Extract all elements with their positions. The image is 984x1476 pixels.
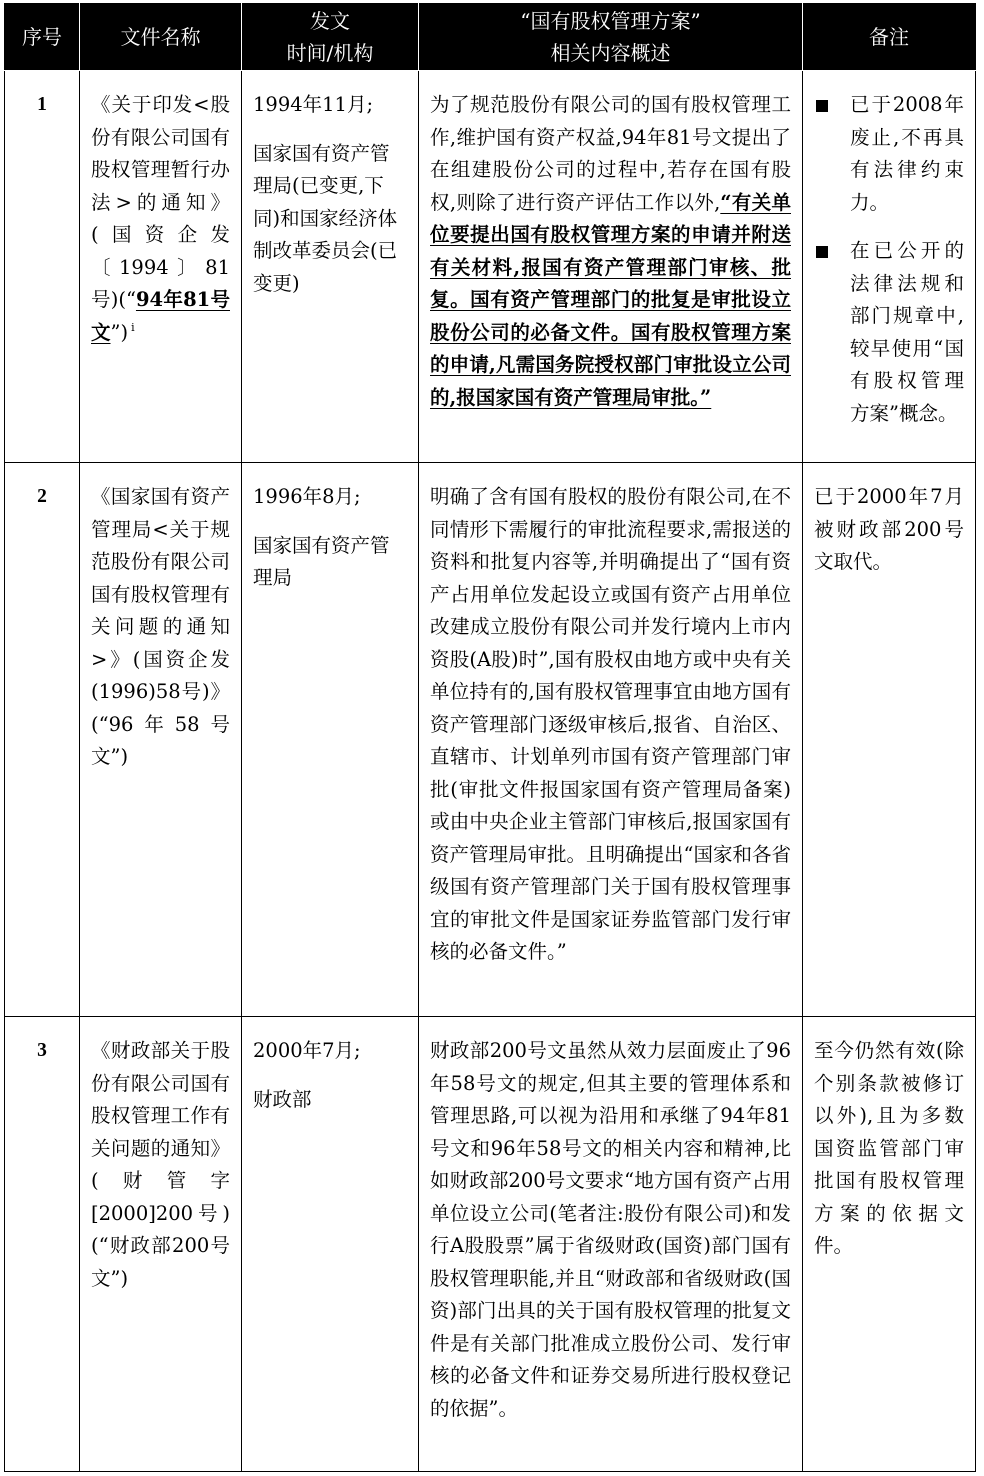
remark-cell: 至今仍然有效(除个别条款被修订以外),且为多数国资监管部门审批国有股权管理方案的依据文件。: [803, 1017, 976, 1472]
header-name: 文件名称: [80, 4, 242, 71]
table-row: [5, 463, 976, 1017]
square-bullet-icon: [816, 100, 828, 112]
regulation-table: [4, 3, 976, 1472]
remark-list: [814, 89, 964, 430]
row-number: 3: [5, 1017, 80, 1472]
header-content-line1: “国有股权管理方案”: [520, 9, 701, 33]
issue-organization: 财政部: [253, 1087, 312, 1111]
header-issue-line2: 时间/机构: [286, 41, 374, 65]
row-number: 2: [5, 463, 80, 1017]
table-row: [5, 71, 976, 463]
remark-item: [814, 89, 964, 219]
issue-organization: 国家国有资产管理局(已变更,下同)和国家经济体制改革委员会(已变更): [253, 141, 398, 295]
remark-item: [814, 235, 964, 430]
document-name-prefix: 《关于印发<股份有限公司国有股权管理暂行办法>的通知》(国资企发〔1994〕81号)(“: [91, 93, 230, 311]
remark-text: 在已公开的法律法规和部门规章中,较早使用“国有股权管理方案”概念。: [850, 239, 964, 425]
content-text: 为了规范股份有限公司的国有股权管理工作,维护国有资产权益,94年81号文提出了在组建股份公司的过程中,若存在国有股权,则除了进行资产评估工作以外,: [430, 93, 791, 214]
content-cell: 明确了含有国有股权的股份有限公司,在不同情形下需履行的审批流程要求,需报送的资料和批复内容等,并明确提出了“国有资产占用单位发起设立或国有资产占用单位改建成立股份有限公司并发行境内上市内资股(A股)时”,国有股权由地方或中央有关单位持有的,国有股权管理事宜由地方国有资产管理部门逐级审核后,报省、自治区、直辖市、计划单列市国有资产管理部门审批(审批文件报国家国有资产管理局备案)或由中央企业主管部门审核后,报国家国有资产管理局审批。且明确提出“国家和各省级国有资产管理部门关于国有股权管理事宜的审批文件是国家证券监管部门发行审核的必备文件。”: [419, 463, 803, 1017]
content-quote-highlight: “有关单位要提出国有股权管理方案的申请并附送有关材料,报国有资产管理部门审核、批复。国有资产管理部门的批复是审批设立股份公司的必备文件。国有股权管理方案的申请,凡需国务院授权部门审批设立公司的,报国家国有资产管理局审批。”: [430, 190, 791, 409]
header-issue: [242, 4, 419, 71]
remark-cell: 已于2000年7月被财政部200号文取代。: [803, 463, 976, 1017]
document-name-suffix: ”): [110, 320, 129, 344]
document-abbreviation: 94年81号文: [91, 288, 230, 344]
header-remark: 备注: [803, 4, 976, 71]
square-bullet-icon: [816, 246, 828, 258]
content-cell: [419, 71, 803, 463]
header-no: 序号: [5, 4, 80, 71]
row-number: 1: [5, 71, 80, 463]
remark-cell: [803, 71, 976, 463]
header-content-line2: 相关内容概述: [550, 41, 671, 65]
issue-date: 1996年8月;: [253, 485, 361, 508]
issue-cell: [242, 71, 419, 463]
document-name-cell: 《财政部关于股份有限公司国有股权管理工作有关问题的通知》(财管字[2000]200号)(“财政部200号文”): [80, 1017, 242, 1472]
header-issue-line1: 发文: [310, 9, 350, 33]
document-name-cell: 《国家国有资产管理局<关于规范股份有限公司国有股权管理有关问题的通知>》(国资企发(1996)58号)》(“96年58号文”): [80, 463, 242, 1017]
header-content: [419, 4, 803, 71]
remark-text: 已于2008年废止,不再具有法律约束力。: [850, 93, 964, 214]
table-row: [5, 1017, 976, 1472]
content-cell: 财政部200号文虽然从效力层面废止了96年58号文的规定,但其主要的管理体系和管理思路,可以视为沿用和承继了94年81号文和96年58号文的相关内容和精神,比如财政部200号文要求“地方国有资产占用单位设立公司(笔者注:股份有限公司)和发行A股股票”属于省级财政(国资)部门国有股权管理职能,并且“财政部和省级财政(国资)部门出具的关于国有股权管理的批复文件是有关部门批准成立股份公司、发行审核的必备文件和证券交易所进行股权登记的依据”。: [419, 1017, 803, 1472]
table-header-row: [5, 4, 976, 71]
issue-organization: 国家国有资产管理局: [253, 533, 390, 589]
issue-date: 1994年11月;: [253, 93, 374, 116]
document-name-cell: [80, 71, 242, 463]
issue-cell: [242, 463, 419, 1017]
issue-cell: [242, 1017, 419, 1472]
footnote-marker: i: [131, 321, 135, 334]
issue-date: 2000年7月;: [253, 1039, 361, 1062]
